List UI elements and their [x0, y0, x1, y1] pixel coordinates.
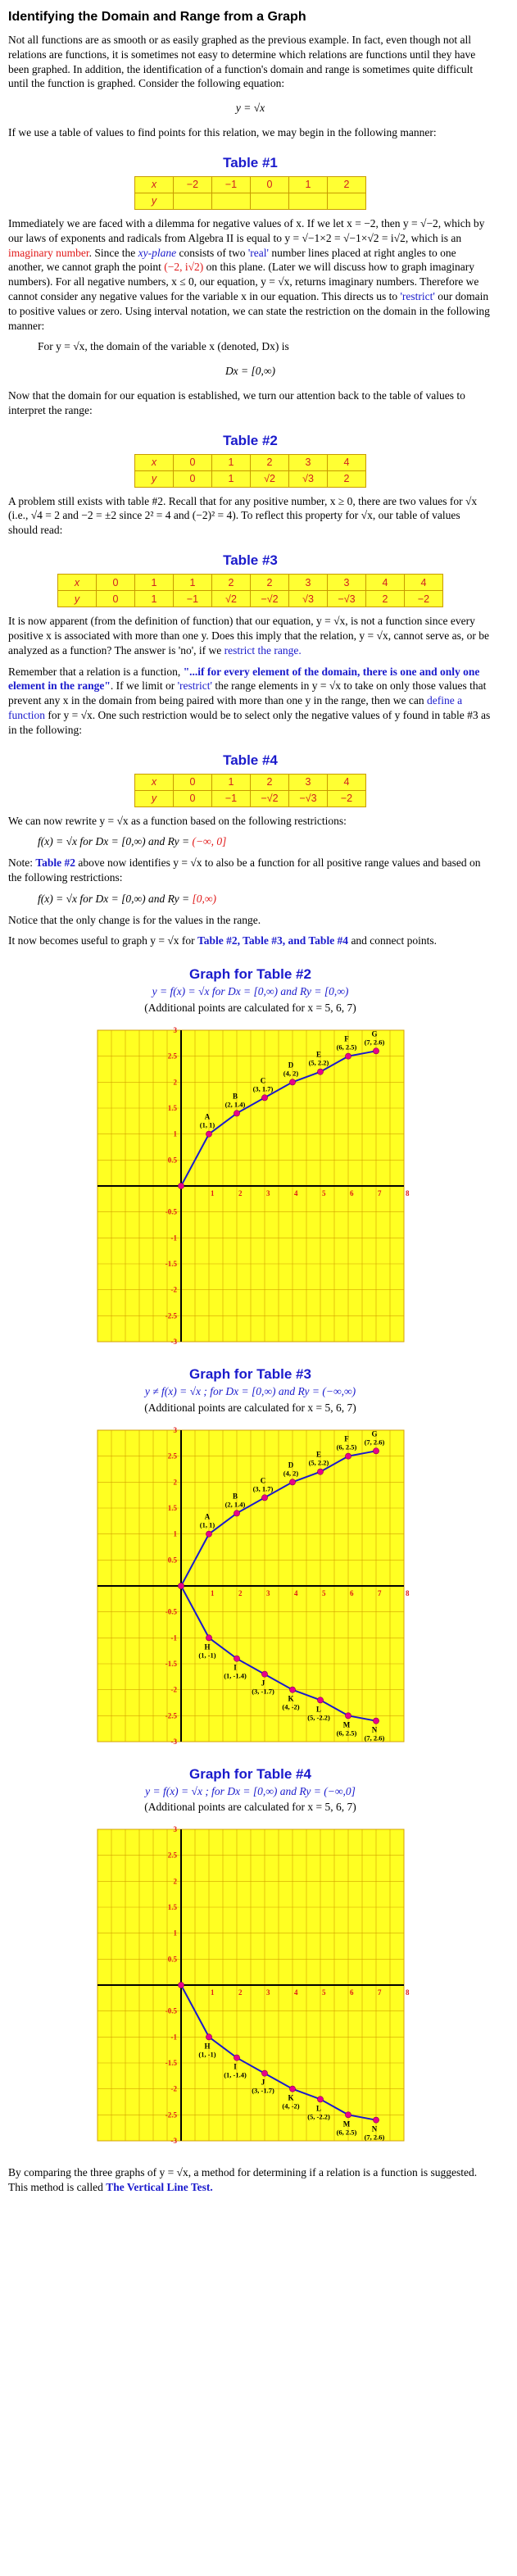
point-coord-label: (7, 2.6): [364, 1038, 384, 1047]
point-coord-label: (1, -1.4): [223, 2070, 247, 2079]
point-label: G: [370, 1029, 378, 1038]
point-coord-label: (3, 1.7): [252, 1084, 273, 1093]
data-point: [261, 1494, 267, 1500]
point-label: C: [260, 1076, 265, 1085]
graph3-title: Graph for Table #3: [189, 1365, 311, 1382]
real-link[interactable]: 'real': [247, 246, 269, 259]
data-point: [234, 2055, 239, 2060]
point-label: H: [203, 1642, 211, 1651]
data-point: [317, 2097, 323, 2102]
table-cell: 4: [366, 575, 405, 591]
xy-plane-link[interactable]: xy-plane: [138, 246, 177, 259]
data-point: [345, 1053, 351, 1059]
table-header-cell: y: [58, 591, 97, 607]
table-cell: 3: [328, 575, 366, 591]
graph3-note: (Additional points are calculated for x = 5, 6, 7): [144, 1401, 356, 1414]
table-cell: 0: [174, 790, 212, 806]
data-point: [373, 1718, 379, 1724]
point-coord-label: (2, 1.4): [224, 1100, 245, 1109]
table-cell: 1: [212, 470, 251, 487]
table-cell: −2: [405, 591, 443, 607]
table-cell: −1: [212, 176, 251, 193]
table1-row-x: [135, 176, 366, 193]
table-cell: −√2: [251, 591, 289, 607]
paragraph-rewrite: We can now rewrite y = √x as a function based on the following restrictions:: [8, 814, 347, 827]
table-cell: −√3: [289, 790, 328, 806]
x-tick-label: 4: [293, 1588, 297, 1597]
point-label: G: [370, 1429, 378, 1438]
data-point: [178, 1583, 184, 1588]
x-tick-label: 5: [321, 1188, 325, 1197]
table-header-cell: x: [135, 176, 174, 193]
point-label: B: [232, 1491, 238, 1500]
data-point: [206, 2034, 211, 2040]
x-tick-label: 1: [210, 1188, 214, 1197]
point-label: D: [288, 1460, 293, 1469]
tables-link[interactable]: Table #2, Table #3, and Table #4: [197, 934, 349, 947]
table2-link[interactable]: Table #2: [35, 856, 76, 870]
table-cell: √2: [251, 470, 289, 487]
y-tick-label: 3: [173, 1825, 177, 1834]
y-tick-label: -0.5: [165, 2006, 177, 2015]
point-coord-label: (7, 2.6): [364, 1437, 384, 1446]
point-label: L: [315, 2104, 321, 2113]
table-header-cell: y: [135, 193, 174, 209]
point-coord-label: (6, 2.5): [336, 1043, 356, 1052]
table2: [134, 454, 366, 488]
data-point: [289, 1479, 295, 1484]
point-label: E: [315, 1450, 321, 1459]
point-coord-label: (6, 2.5): [336, 1442, 356, 1452]
table-header-cell: x: [135, 774, 174, 790]
y-tick-label: -3: [170, 2137, 177, 2146]
table-cell: 0: [174, 774, 212, 790]
point-label: J: [261, 1679, 265, 1688]
point-coord-label: (1, 1): [199, 1520, 215, 1529]
point-label: B: [232, 1092, 238, 1101]
x-tick-label: 7: [377, 1588, 381, 1597]
x-tick-label: 5: [321, 1588, 325, 1597]
data-point: [206, 1634, 211, 1640]
point-label: I: [233, 2062, 237, 2071]
point-label: M: [342, 2119, 350, 2128]
x-tick-label: 8: [405, 1588, 409, 1597]
table4-title: Table #4: [223, 752, 278, 768]
table-header-cell: x: [58, 575, 97, 591]
vertical-line-test-link[interactable]: The Vertical Line Test.: [106, 2180, 213, 2193]
table-cell: −1: [212, 790, 251, 806]
paragraph-definition: Remember that a relation is a function, "...if for every element of the domain, there is one and only one element in the range". If we limit or 'restrict' the range elements in y = √x to take on only those values that prevent any x in the domain from being paired with more than one y in the range, then we can define a function for y = √x. One such restriction would be to select only the negative values of y found in table #3 as in the following:: [8, 665, 491, 736]
point-label: J: [261, 2078, 265, 2087]
equation-domain: Dx = [0,∞): [224, 365, 276, 378]
table-cell: 2: [251, 774, 289, 790]
table4-row-y: [135, 790, 366, 806]
table-cell: [289, 193, 328, 209]
point-coord-label: (7, 2.6): [364, 1733, 384, 1742]
point-coord-label: (5, 2.2): [308, 1458, 329, 1467]
point-label: C: [260, 1475, 265, 1484]
point-coord-label: (5, 2.2): [308, 1058, 329, 1067]
table4: [134, 774, 366, 807]
table2-row-y: [135, 470, 366, 487]
graph3-chart: [91, 1424, 410, 1748]
restrict-link[interactable]: 'restrict': [400, 289, 435, 302]
equation-restriction-positive: f(x) = √x for Dx = [0,∞) and Ry = [0,∞): [38, 892, 216, 905]
y-tick-label: -1: [170, 2033, 177, 2042]
data-point: [289, 2086, 295, 2092]
x-tick-label: 1: [210, 1588, 214, 1597]
data-point: [317, 1069, 323, 1074]
document-page: [0, 10, 501, 2195]
paragraph-range-intro: Now that the domain for our equation is established, we turn our attention back to the table of values to interpret the range:: [8, 389, 465, 416]
point-coord-label: (1, -1.4): [223, 1671, 247, 1680]
point-label: F: [343, 1434, 349, 1443]
y-tick-label: -1.5: [165, 1659, 177, 1668]
table-cell: 2: [212, 575, 251, 591]
y-tick-label: -2.5: [165, 2110, 177, 2119]
point-label: F: [343, 1034, 349, 1043]
data-point: [261, 2070, 267, 2076]
table2-row-x: [135, 454, 366, 470]
table-cell: 1: [135, 591, 174, 607]
data-point: [261, 1095, 267, 1101]
paragraph-two-values: A problem still exists with table #2. Recall that for any positive number, x ≥ 0, there are two values for √x (i.e., √4 = 2 and −2 = ±2 since 2² = 4 and (−2)² = 4). To reflect this property for √x, our table of values should read:: [8, 494, 478, 537]
point-label: N: [371, 1725, 377, 1734]
table-cell: 2: [366, 591, 405, 607]
y-tick-label: 2.5: [167, 1052, 177, 1061]
point-label: H: [203, 2042, 211, 2051]
graph2-subtitle: y = f(x) = √x for Dx = [0,∞) and Ry = [0,∞): [152, 985, 349, 998]
point-coord-label: (4, -2): [281, 1702, 300, 1711]
x-tick-label: 6: [349, 1188, 353, 1197]
table-cell: [174, 193, 212, 209]
table3-title: Table #3: [223, 552, 278, 569]
y-tick-label: -3: [170, 1737, 177, 1746]
data-point: [234, 1510, 239, 1515]
table-cell: 4: [405, 575, 443, 591]
table3-row-x: [58, 575, 443, 591]
table-cell: [251, 193, 289, 209]
table-cell: 1: [174, 575, 212, 591]
equation-restriction-negative: f(x) = √x for Dx = [0,∞) and Ry = (−∞, 0]: [38, 835, 227, 848]
x-tick-label: 8: [405, 1988, 409, 1997]
point-label: I: [233, 1663, 237, 1672]
point-coord-label: (1, 1): [199, 1120, 215, 1129]
x-tick-label: 1: [210, 1988, 214, 1997]
y-tick-label: 0.5: [167, 1955, 177, 1964]
data-point: [345, 1453, 351, 1459]
point-label: K: [287, 2093, 294, 2102]
graph4-chart: [91, 1823, 410, 2147]
point-coord-label: (5, -2.2): [306, 1712, 330, 1721]
imaginary-number-link[interactable]: imaginary number: [8, 246, 89, 259]
table-cell: 1: [212, 774, 251, 790]
x-tick-label: 2: [238, 1188, 242, 1197]
y-tick-label: -2: [170, 1285, 177, 1294]
table1: [134, 176, 366, 210]
table-cell: √3: [289, 470, 328, 487]
table-cell: 0: [174, 454, 212, 470]
table-cell: −2: [174, 176, 212, 193]
table-cell: 1: [135, 575, 174, 591]
table-cell: 2: [251, 454, 289, 470]
y-tick-label: -2: [170, 2084, 177, 2093]
table-cell: 0: [97, 575, 135, 591]
y-tick-label: -0.5: [165, 1607, 177, 1616]
point-label: N: [371, 2124, 377, 2133]
x-tick-label: 3: [265, 1188, 270, 1197]
table-cell: 0: [251, 176, 289, 193]
table-cell: 2: [328, 176, 366, 193]
paragraph-graph-intro: It now becomes useful to graph y = √x for Table #2, Table #3, and Table #4 and connect points.: [8, 934, 438, 947]
point-coord-label: (4, -2): [281, 2101, 300, 2110]
y-tick-label: 3: [173, 1425, 177, 1434]
graph2-note: (Additional points are calculated for x = 5, 6, 7): [144, 1002, 356, 1015]
point-label: A: [204, 1112, 210, 1121]
y-tick-label: 1.5: [167, 1103, 177, 1112]
data-point: [234, 1656, 239, 1661]
table-cell: −√2: [251, 790, 289, 806]
y-tick-label: 2: [173, 1877, 177, 1886]
table-cell: 0: [174, 470, 212, 487]
table-cell: 2: [251, 575, 289, 591]
function-definition-quote: "...if for every element of the domain, there is one and only one element in the range": [8, 665, 480, 693]
point-coord-label: (5, -2.2): [306, 2112, 330, 2121]
data-point: [345, 2112, 351, 2118]
table3: [57, 574, 443, 607]
x-tick-label: 2: [238, 1988, 242, 1997]
y-tick-label: 1.5: [167, 1903, 177, 1912]
point-label: M: [342, 1720, 350, 1729]
equation-sqrt: y = √x: [235, 102, 265, 115]
table-cell: √3: [289, 591, 328, 607]
point-coord-label: (2, 1.4): [224, 1499, 245, 1508]
table3-row-y: [58, 591, 443, 607]
point-coord-label: (6, 2.5): [336, 2128, 356, 2137]
x-tick-label: 7: [377, 1988, 381, 1997]
point-coord-label: (7, 2.6): [364, 2133, 384, 2142]
x-tick-label: 7: [377, 1188, 381, 1197]
x-tick-label: 4: [293, 1188, 297, 1197]
x-tick-label: 3: [265, 1588, 270, 1597]
y-tick-label: 2: [173, 1078, 177, 1087]
graph4-note: (Additional points are calculated for x = 5, 6, 7): [144, 1801, 356, 1814]
table-cell: −√3: [328, 591, 366, 607]
x-tick-label: 6: [349, 1588, 353, 1597]
restrict-range-link[interactable]: restrict the range.: [224, 643, 302, 656]
data-point: [289, 1079, 295, 1085]
point-coord-label: (3, -1.7): [251, 1687, 274, 1696]
table-cell: 0: [97, 591, 135, 607]
point-label: E: [315, 1050, 321, 1059]
table-cell: 4: [328, 454, 366, 470]
table-header-cell: y: [135, 470, 174, 487]
point-coord-label: (4, 2): [283, 1069, 298, 1078]
table-cell: −1: [174, 591, 212, 607]
table-cell: 3: [289, 774, 328, 790]
restrict-link-2[interactable]: 'restrict': [177, 679, 212, 693]
paragraph-table-intro: If we use a table of values to find points for this relation, we may begin in the following manner:: [8, 126, 437, 139]
table4-row-x: [135, 774, 366, 790]
y-tick-label: 2.5: [167, 1851, 177, 1860]
point-label: K: [287, 1694, 294, 1703]
table-cell: [212, 193, 251, 209]
x-tick-label: 5: [321, 1988, 325, 1997]
y-tick-label: 2.5: [167, 1452, 177, 1461]
page-title: Identifying the Domain and Range from a Graph: [8, 10, 306, 24]
y-tick-label: 0.5: [167, 1156, 177, 1165]
y-tick-label: 3: [173, 1025, 177, 1034]
point-label: A: [204, 1512, 210, 1521]
table1-title: Table #1: [223, 154, 278, 170]
y-tick-label: -1: [170, 1633, 177, 1642]
table-cell: 2: [328, 470, 366, 487]
point-coord-label: (1, -1): [197, 2050, 216, 2059]
graph2-chart: [91, 1024, 410, 1348]
graph2-title: Graph for Table #2: [189, 966, 311, 983]
data-point: [345, 1712, 351, 1718]
data-point: [261, 1671, 267, 1677]
x-tick-label: 2: [238, 1588, 242, 1597]
data-point: [234, 1111, 239, 1116]
x-tick-label: 8: [405, 1188, 409, 1197]
paragraph-intro: Not all functions are as smooth or as easily graphed as the previous example. In fact, even though not all relations are functions, it is sometimes not easy to determine which relations are functions until they have been graphed. In addition, the identification of a function's domain and range is sometimes quite difficult until the function is graphed. Consider the following equation:: [8, 34, 476, 90]
table-cell: −2: [328, 790, 366, 806]
data-point: [289, 1687, 295, 1692]
table-cell: 3: [289, 575, 328, 591]
y-tick-label: -1: [170, 1233, 177, 1243]
data-point: [317, 1469, 323, 1474]
x-tick-label: 4: [293, 1988, 297, 1997]
data-point: [206, 1531, 211, 1537]
table1-row-y: [135, 193, 366, 209]
table-cell: 1: [289, 176, 328, 193]
y-tick-label: -2: [170, 1685, 177, 1694]
data-point: [373, 2117, 379, 2123]
point-label: D: [288, 1061, 293, 1070]
paragraph-not-function: It is now apparent (from the definition of function) that our equation, y = √x, is not a function since every positive x is associated with more than one y. Does this imply that the relation, y = √x, cannot serve as, or be analyzed as a function? The answer is 'no', if we restrict the range.: [8, 615, 490, 656]
y-tick-label: 1: [173, 1529, 177, 1538]
data-point: [178, 1983, 184, 1988]
y-tick-label: 1: [173, 1129, 177, 1138]
table2-title: Table #2: [223, 432, 278, 448]
data-point: [317, 1697, 323, 1702]
point-coord-label: (1, -1): [197, 1650, 216, 1659]
point-coord-label: (4, 2): [283, 1468, 298, 1477]
define-function-link[interactable]: define a function: [8, 694, 463, 721]
y-tick-label: 0.5: [167, 1555, 177, 1564]
graph3-subtitle: y ≠ f(x) = √x ; for Dx = [0,∞) and Ry = (−∞,∞): [144, 1384, 356, 1397]
y-tick-label: 2: [173, 1477, 177, 1486]
x-tick-label: 6: [349, 1988, 353, 1997]
data-point: [178, 1183, 184, 1188]
table-cell: [328, 193, 366, 209]
table-cell: 4: [328, 774, 366, 790]
complex-point: (−2, i√2): [164, 261, 204, 274]
point-coord-label: (3, -1.7): [251, 2086, 274, 2095]
paragraph-notice: Notice that the only change is for the values in the range.: [8, 913, 261, 926]
y-tick-label: -2.5: [165, 1311, 177, 1320]
graph4-subtitle: y = f(x) = √x ; for Dx = [0,∞) and Ry = (−∞,0]: [145, 1784, 356, 1797]
y-tick-label: -1.5: [165, 2059, 177, 2068]
paragraph-note: Note: Table #2 above now identifies y = √x to also be a function for all positive range values and based on the following restrictions:: [8, 856, 481, 884]
table-cell: 3: [289, 454, 328, 470]
paragraph-conclusion: By comparing the three graphs of y = √x, a method for determining if a relation is a function is suggested. This method is called The Vertical Line Test.: [8, 2166, 478, 2193]
point-coord-label: (6, 2.5): [336, 1728, 356, 1737]
data-point: [373, 1048, 379, 1054]
y-tick-label: -1.5: [165, 1259, 177, 1268]
y-tick-label: -3: [170, 1337, 177, 1346]
data-point: [206, 1131, 211, 1137]
point-label: L: [315, 1704, 321, 1713]
table-cell: √2: [212, 591, 251, 607]
y-tick-label: 1: [173, 1929, 177, 1938]
graph4-title: Graph for Table #4: [189, 1765, 311, 1782]
x-tick-label: 3: [265, 1988, 270, 1997]
y-tick-label: -2.5: [165, 1711, 177, 1720]
y-tick-label: 1.5: [167, 1503, 177, 1512]
data-point: [373, 1447, 379, 1453]
table-cell: 1: [212, 454, 251, 470]
table-header-cell: y: [135, 790, 174, 806]
table-header-cell: x: [135, 454, 174, 470]
paragraph-domain: For y = √x, the domain of the variable x (denoted, Dx) is: [38, 340, 289, 353]
point-coord-label: (3, 1.7): [252, 1483, 273, 1492]
paragraph-dilemma: Immediately we are faced with a dilemma for negative values of x. If we let x = −2, then y = √−2, which by our laws of exponents and radicals from Algebra II is equal to y = √−1×2 = √−1×√2 = i√2, which is an imaginary number. Since the xy-plane consists of two 'real' number lines placed at right angles to one another, we cannot graph the point (−2, i√2) on this plane. (Later we will discuss how to graph imaginary numbers). For all negative numbers, x ≤ 0, our equation, y = √x, returns imaginary numbers. Therefore we cannot consider any negative values for the variable x in our equation. This directs us to 'restrict' our domain to positive values or zero. Using interval notation, we can state the restriction on the domain in the following manner:: [8, 216, 490, 332]
y-tick-label: -0.5: [165, 1207, 177, 1216]
